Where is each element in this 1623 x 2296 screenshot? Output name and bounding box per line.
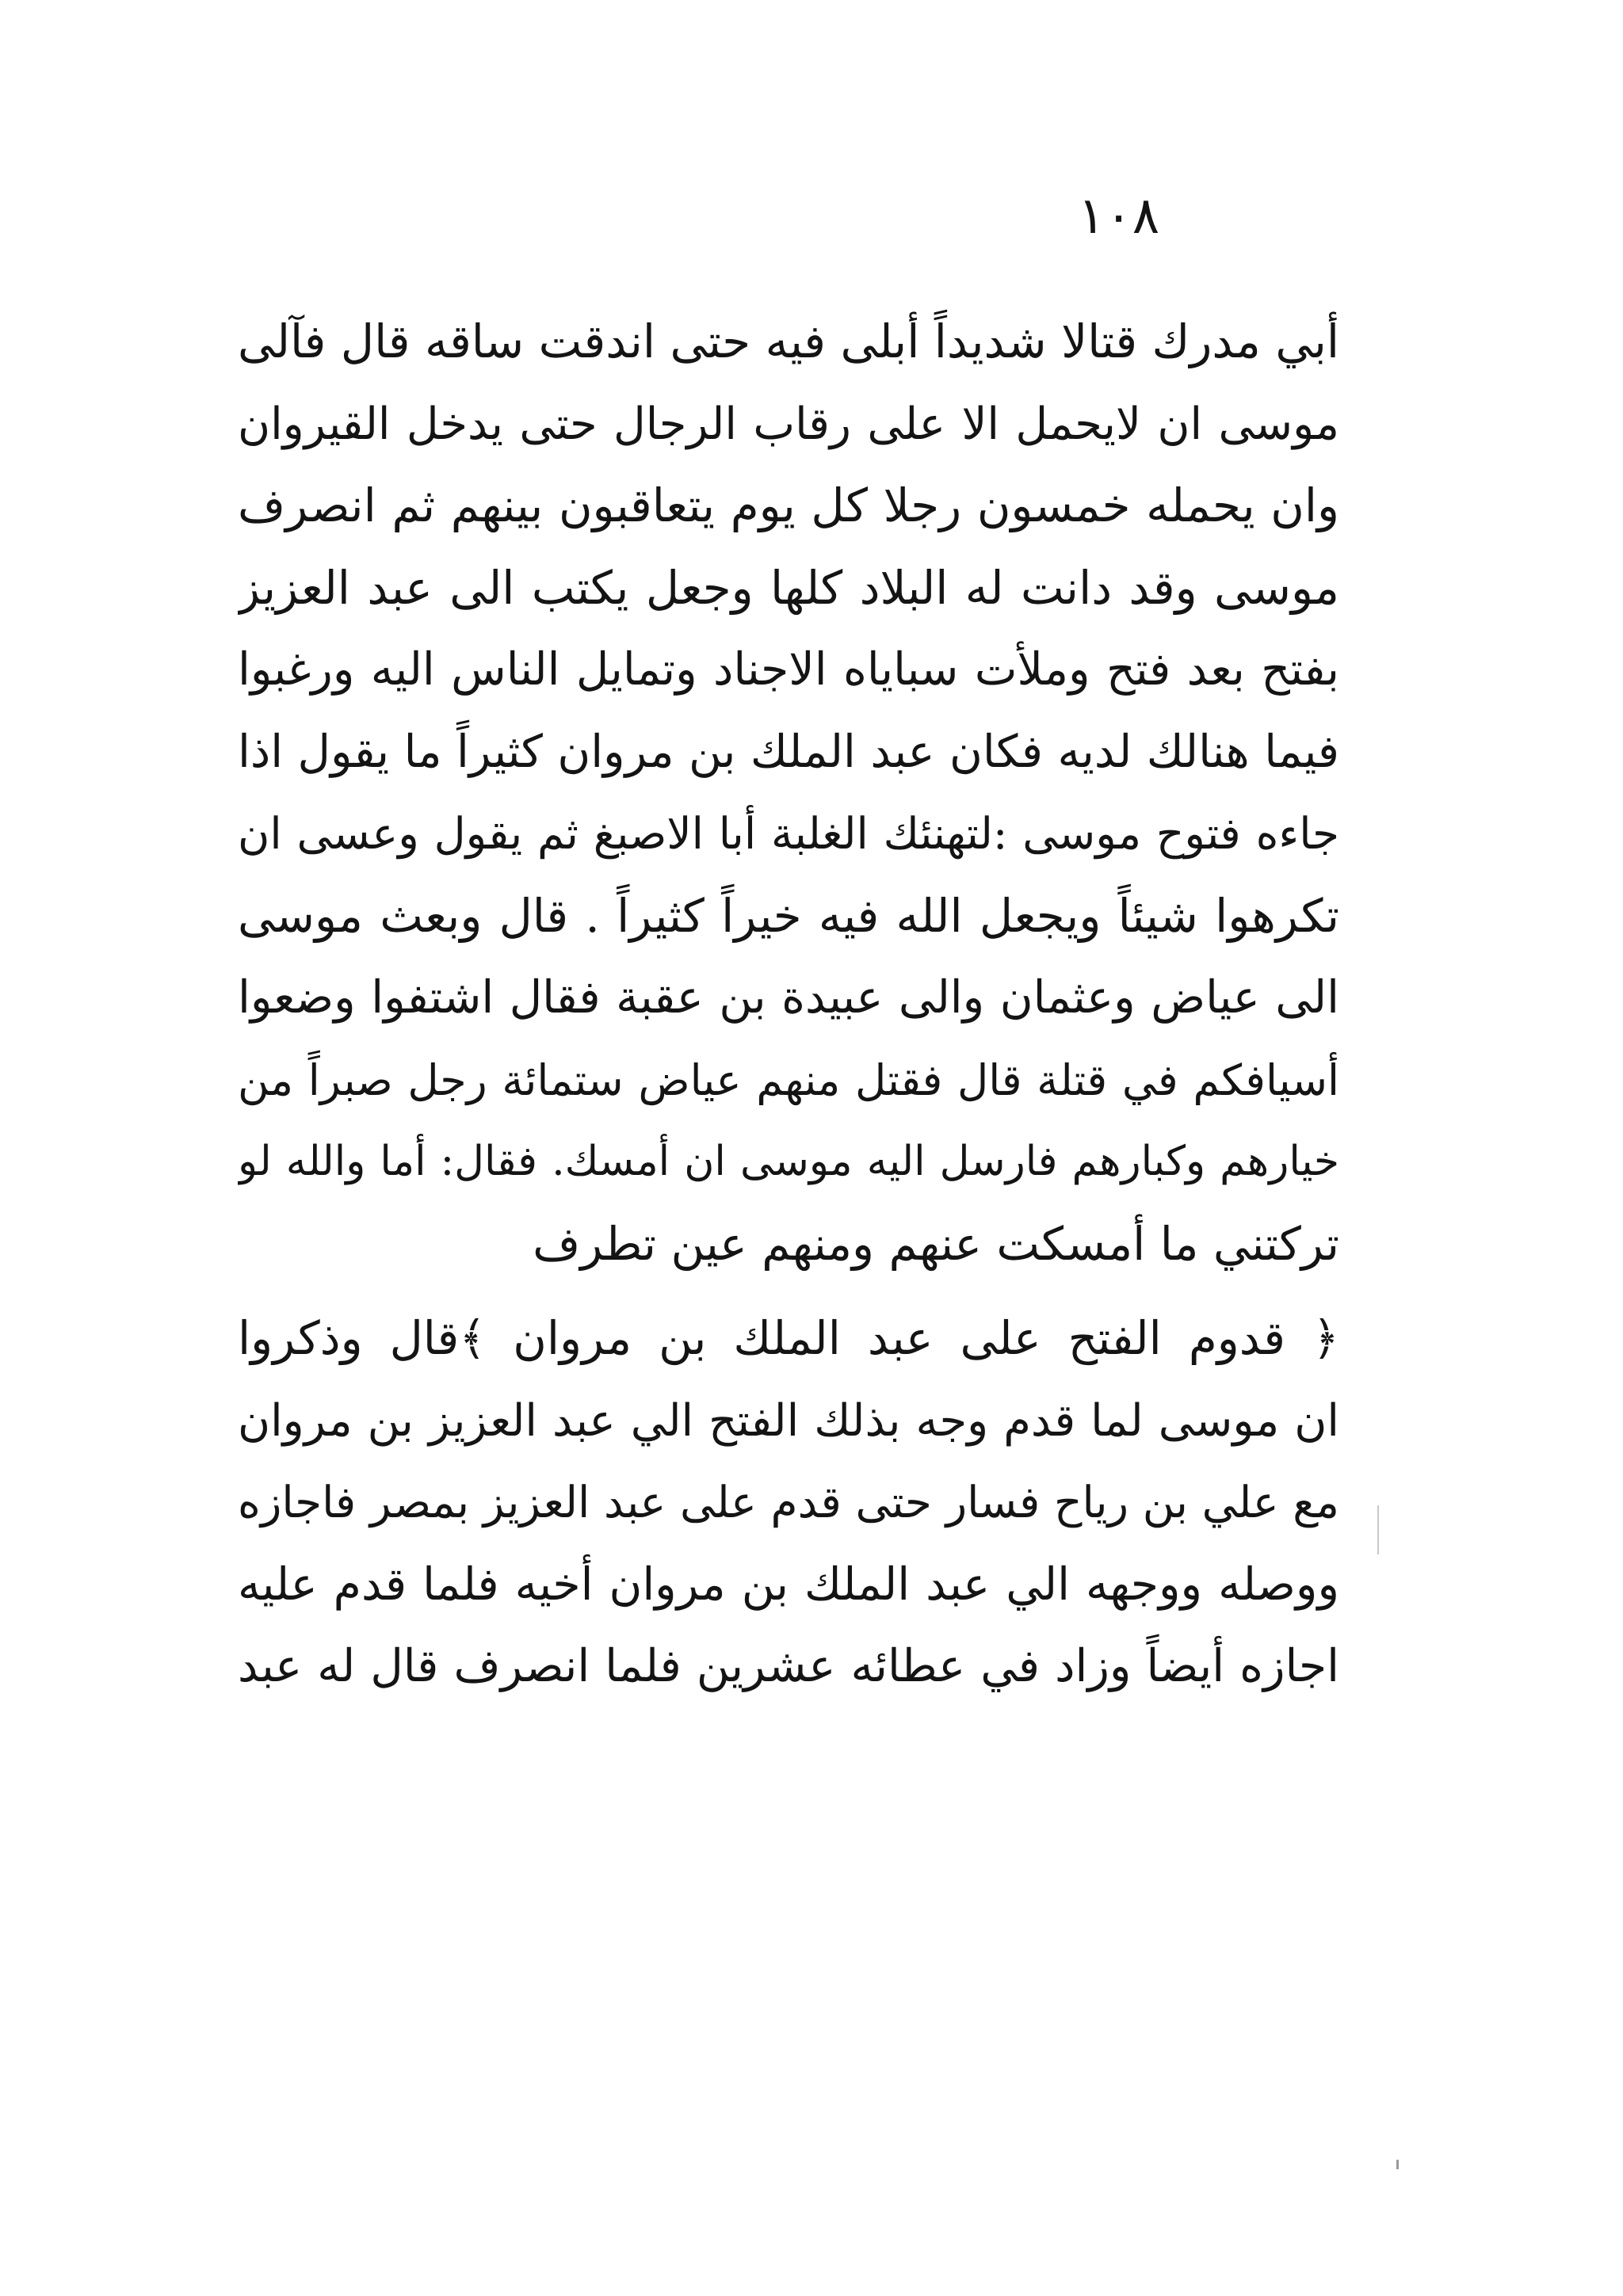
text-line-paragraph-end: تركتني ما أمسكت عنهم ومنهم عين تطرف [533, 1216, 1339, 1271]
text-line: فيما هنالك لديه فكان عبد الملك بن مروان كثيراً ما يقول اذا [238, 725, 1339, 778]
text-line: ان موسى لما قدم وجه بذلك الفتح الي عبد العزيز بن مروان [238, 1394, 1339, 1447]
text-line: جاءه فتوح موسى :لتهنئك الغلبة أبا الاصبغ ثم يقول وعسى ان [238, 808, 1339, 859]
section-heading-line [238, 1298, 1339, 1380]
text-line: أسيافكم في قتلة قال فقتل منهم عياض ستمائة رجل صبراً من [238, 1055, 1339, 1105]
section-heading: ﴿ قدوم الفتح على عبد الملك بن مروان ﴾ [459, 1311, 1339, 1365]
scan-speck [1396, 2160, 1399, 2169]
text-line: الى عياض وعثمان والى عبيدة بن عقبة فقال اشتفوا وضعوا [238, 971, 1339, 1024]
text-line: موسى وقد دانت له البلاد كلها وجعل يكتب الى عبد العزيز [238, 560, 1339, 615]
body-text [238, 301, 1339, 1708]
text-line: وان يحمله خمسون رجلا كل يوم يتعاقبون بينهم ثم انصرف [238, 479, 1339, 532]
margin-mark [1377, 1505, 1379, 1554]
page-number: ١٠٨ [1078, 187, 1160, 246]
text-line: أبي مدرك قتالا شديداً أبلى فيه حتى اندقت ساقه قال فآلى [238, 315, 1339, 368]
text-line: بفتح بعد فتح وملأت سباياه الاجناد وتمايل الناس اليه ورغبوا [238, 643, 1339, 696]
text-line: تكرهوا شيئاً ويجعل الله فيه خيراً كثيراً . قال وبعث موسى [238, 888, 1339, 943]
text-line: اجازه أيضاً وزاد في عطائه عشرين فلما انصرف قال له عبد [238, 1640, 1339, 1692]
heading-lead-text: قال وذكروا [238, 1311, 460, 1365]
text-line: مع علي بن رياح فسار حتى قدم على عبد العزيز بمصر فاجازه [238, 1477, 1339, 1527]
text-line: موسى ان لايحمل الا على رقاب الرجال حتى يدخل القيروان [238, 398, 1339, 450]
text-line: ووصله ووجهه الي عبد الملك بن مروان أخيه فلما قدم عليه [238, 1558, 1339, 1611]
text-line: خيارهم وكبارهم فارسل اليه موسى ان أمسك. فقال: أما والله لو [238, 1138, 1339, 1185]
